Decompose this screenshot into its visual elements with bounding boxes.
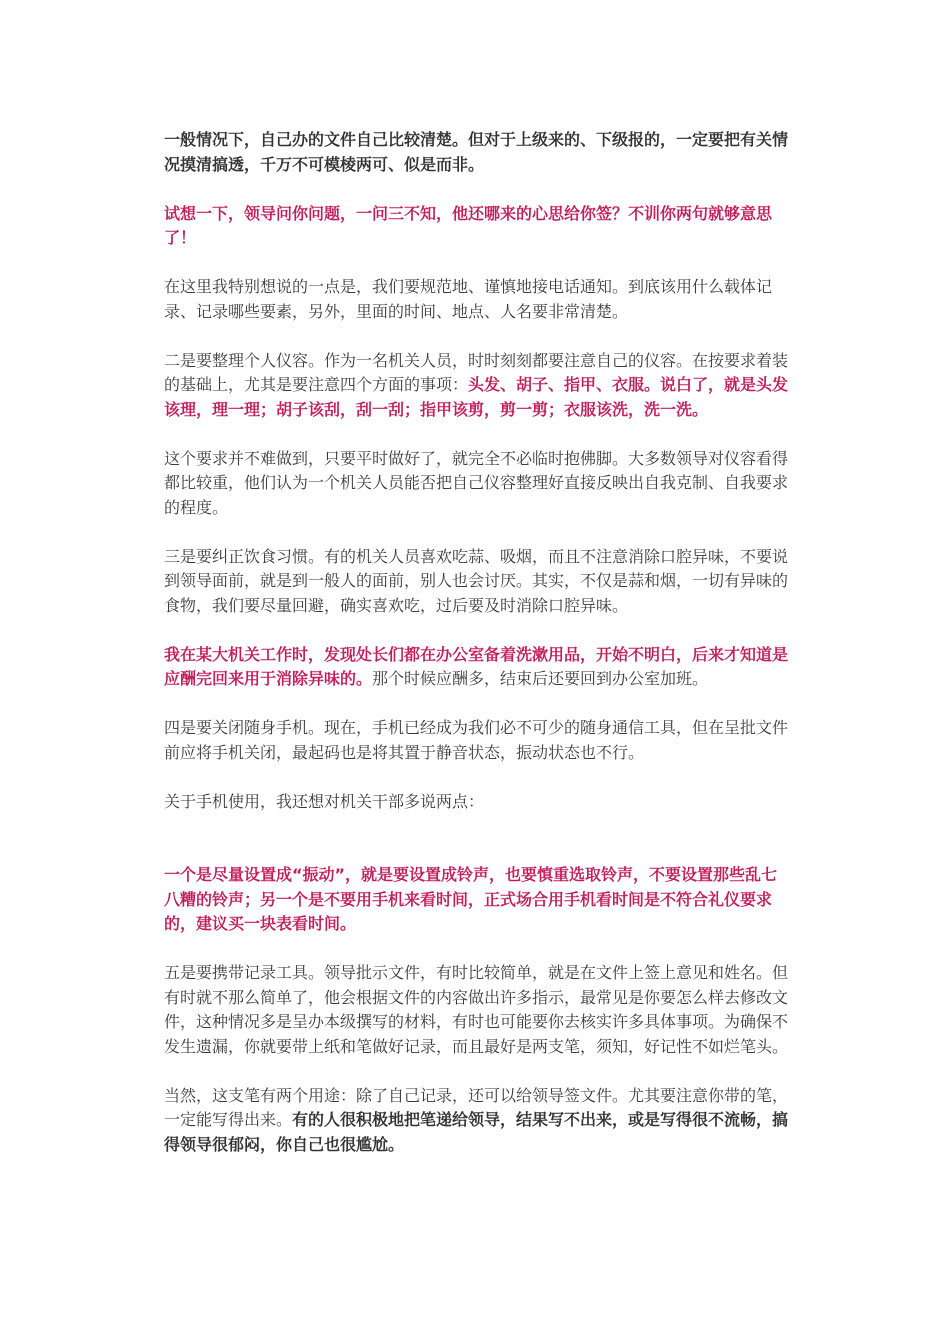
paragraph (164, 961, 789, 1059)
paragraph (164, 863, 789, 937)
text-normal: 这个要求并不难做到，只要平时做好了，就完全不必临时抱佛脚。大多数领导对仪容看得都比较重，他们认为一个机关人员能否把自己仪容整理好直接反映出自我克制、自我要求的程度。 (164, 448, 789, 517)
paragraph (164, 202, 789, 251)
text-normal: 三是要纠正饮食习惯。有的机关人员喜欢吃蒜、吸烟，而且不注意消除口腔异味，不要说到领导面前，就是到一般人的面前，别人也会讨厌。其实，不仅是蒜和烟，一切有异味的食物，我们要尽量回避，确实喜欢吃，过后要及时消除口腔异味。 (164, 546, 789, 615)
text-normal: 四是要关闭随身手机。现在，手机已经成为我们必不可少的随身通信工具，但在呈批文件前应将手机关闭，最起码也是将其置于静音状态，振动状态也不行。 (164, 718, 789, 762)
paragraph (164, 128, 789, 177)
paragraph (164, 790, 789, 815)
paragraph (164, 545, 789, 619)
text-normal: 五是要携带记录工具。领导批示文件，有时比较简单，就是在文件上签上意见和姓名。但有时就不那么简单了，他会根据文件的内容做出许多指示，最常见是你要怎么样去修改文件，这种情况多是呈办本级撰写的材料，有时也可能要你去核实许多具体事项。为确保不发生遗漏，你就要带上纸和笔做好记录，而且最好是两支笔，须知，好记性不如烂笔头。 (164, 963, 789, 1056)
blank-line (164, 839, 789, 864)
paragraph (164, 447, 789, 521)
paragraph (164, 643, 789, 692)
text-highlight: 一个是尽量设置成“振动”，就是要设置成铃声，也要慎重选取铃声，不要设置那些乱七八糟的铃声；另一个是不要用手机来看时间，正式场合用手机看时间是不符合礼仪要求的，建议买一块表看时间。 (164, 865, 778, 933)
text-normal: 关于手机使用，我还想对机关干部多说两点： (164, 791, 485, 811)
paragraph (164, 349, 789, 423)
text-highlight: 我在某大机关工作时，发现处长们都在办公室备着洗漱用品，开始不明白，后来才知道是应酬完回来用于消除异味的。 (164, 644, 789, 688)
text-normal: 在这里我特别想说的一点是，我们要规范地、谨慎地接电话通知。到底该用什么载体记录、记录哪些要素，另外，里面的时间、地点、人名要非常清楚。 (164, 277, 773, 321)
text-normal: 那个时候应酬多，结束后还要回到办公室加班。 (372, 669, 709, 688)
text-bold: 有的人很积极地把笔递给领导，结果写不出来，或是写得很不流畅，搞得领导很郁闷，你自己也很尴尬。 (164, 1110, 789, 1154)
paragraph (164, 716, 789, 765)
text-highlight: 试想一下，领导问你问题，一问三不知，他还哪来的心思给你签？不训你两句就够意思了！ (164, 203, 773, 247)
text-highlight: 头发、胡子、指甲、衣服。说白了，就是头发该理，理一理；胡子该刮，刮一刮；指甲该剪，剪一剪；衣服该洗，洗一洗。 (164, 375, 789, 419)
paragraph (164, 275, 789, 324)
text-bold: 一般情况下，自己办的文件自己比较清楚。但对于上级来的、下级报的，一定要把有关情况摸清搞透，千万不可模棱两可、似是而非。 (164, 130, 789, 174)
document-body (164, 128, 789, 1182)
text-normal: 当然，这支笔有两个用途：除了自己记录，还可以给领导签文件。尤其要注意你带的笔，一定能写得出来。 (164, 1085, 789, 1129)
paragraph (164, 1084, 789, 1158)
text-normal: 二是要整理个人仪容。作为一名机关人员，时时刻刻都要注意自己的仪容。在按要求着装的基础上，尤其是要注意四个方面的事项： (164, 350, 789, 394)
